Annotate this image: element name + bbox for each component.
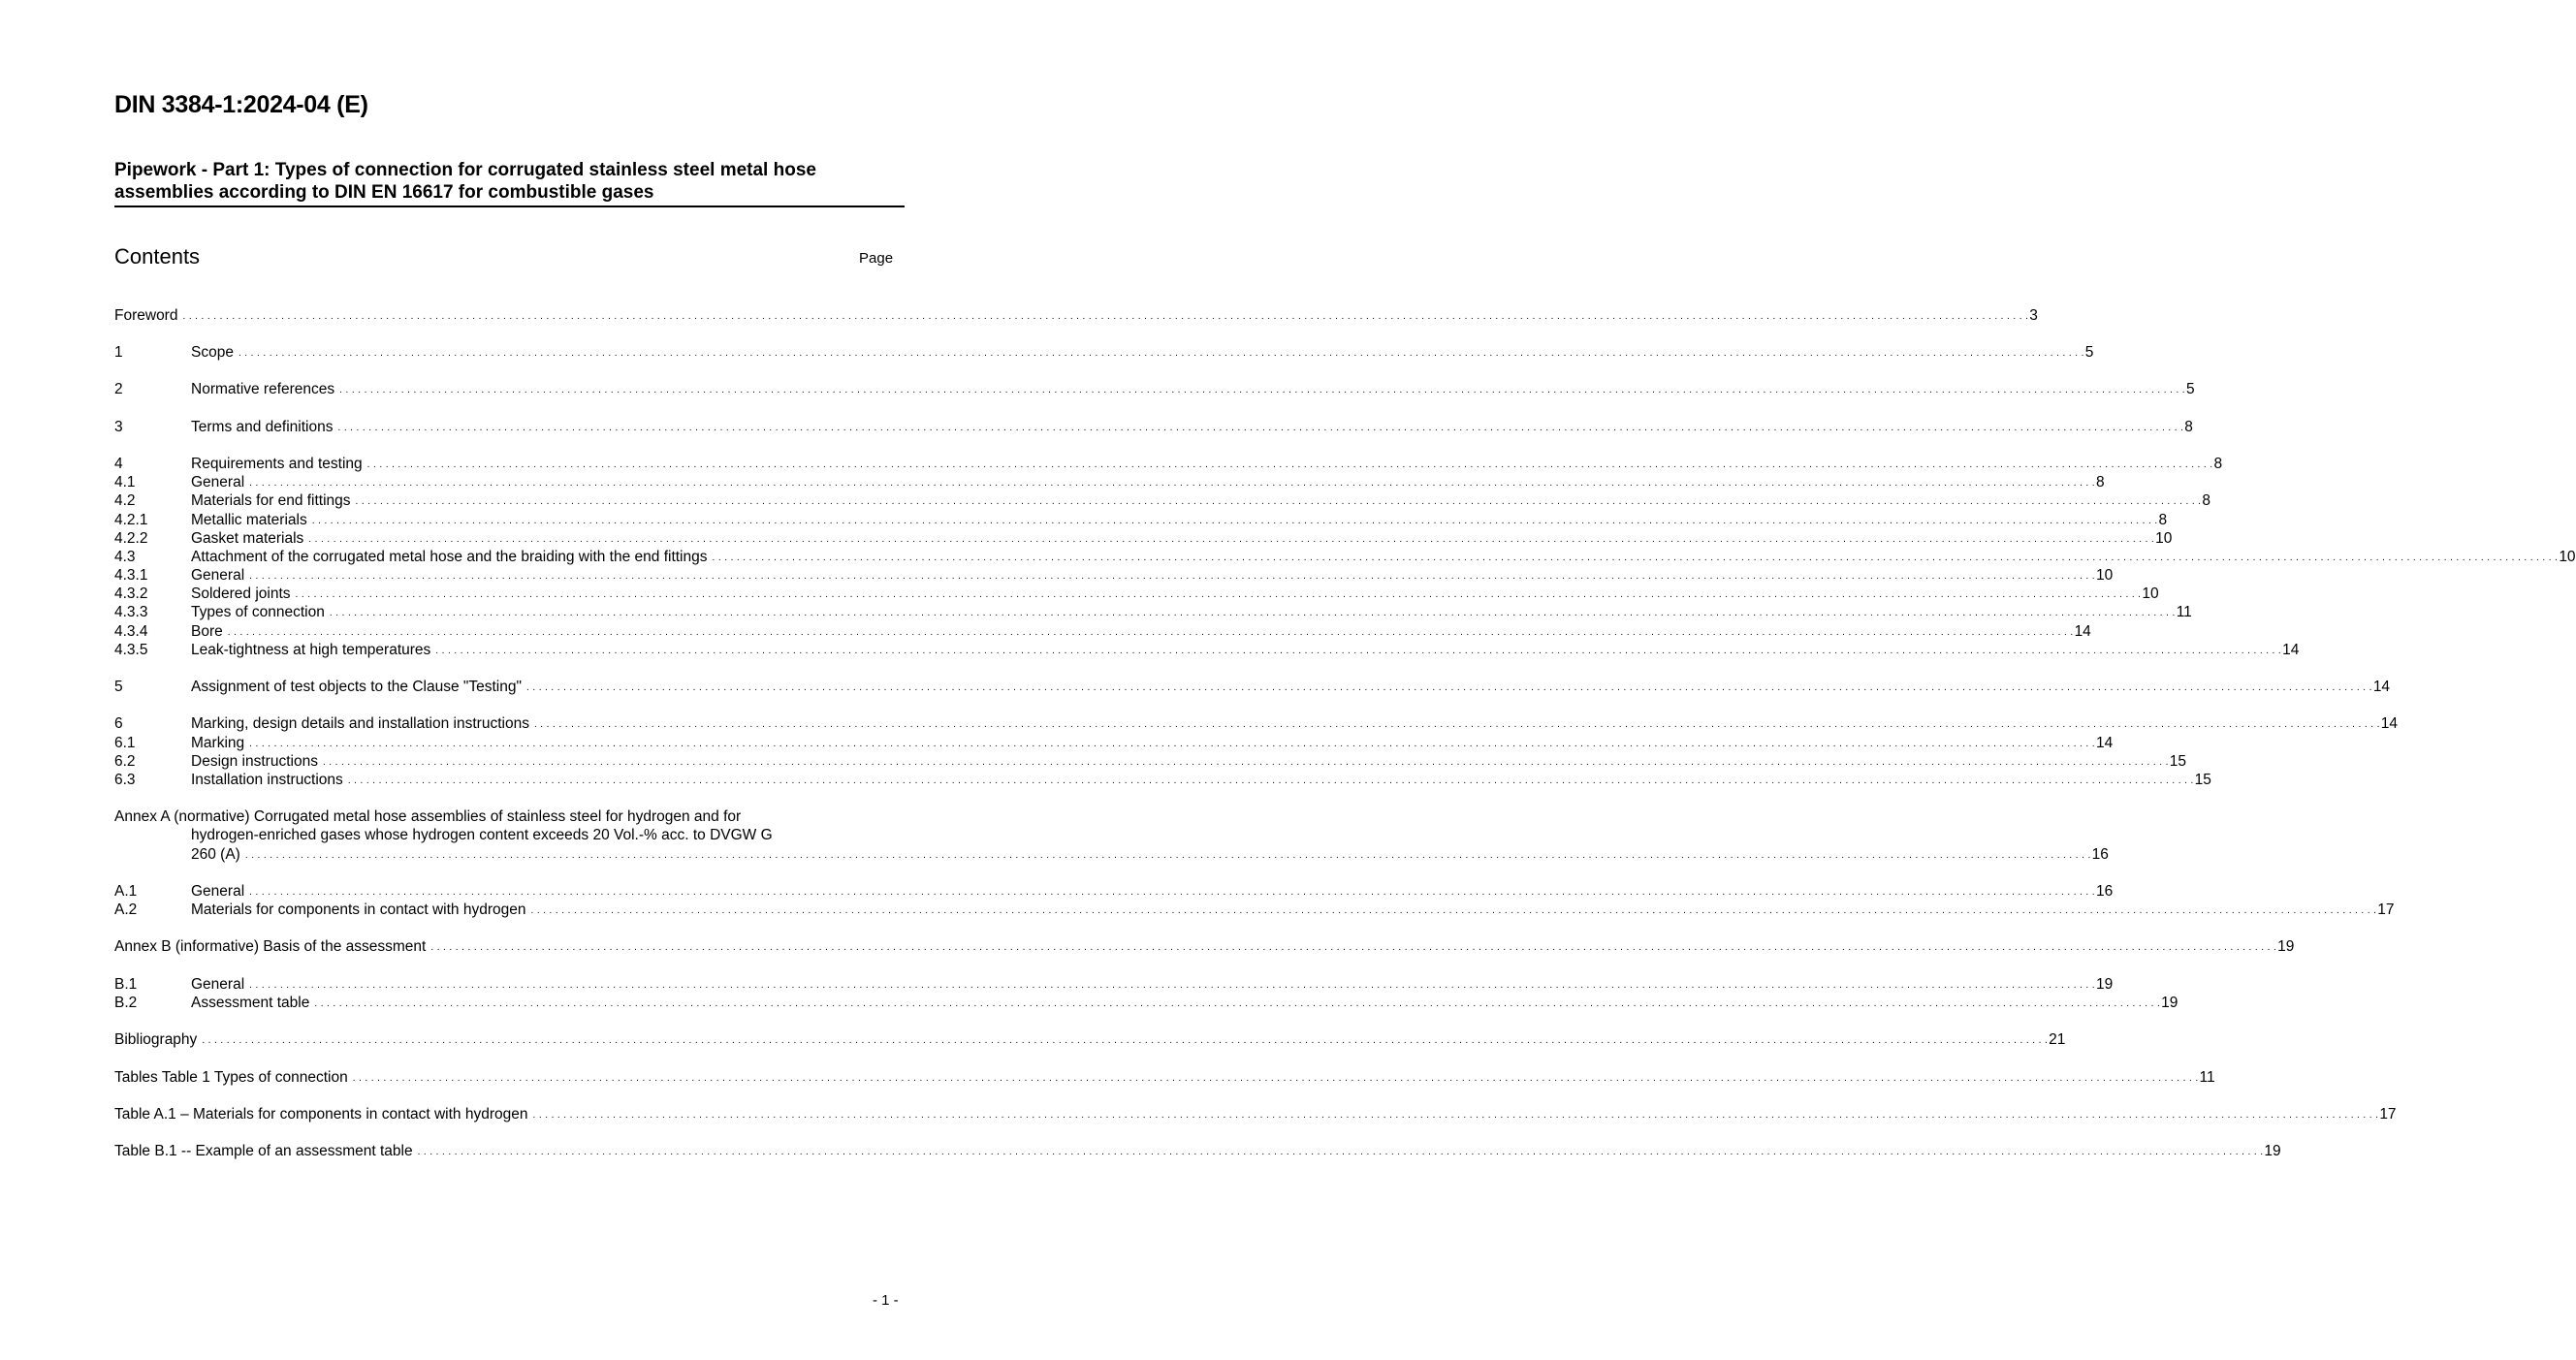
toc-row[interactable] [114, 603, 2192, 621]
toc-section-number: 4.3.4 [114, 623, 148, 640]
toc-page-number: 8 [2202, 492, 2210, 509]
toc-page-number: 14 [2095, 735, 2114, 751]
toc-section-number: 6.3 [114, 772, 136, 788]
toc-row[interactable] [114, 418, 2193, 436]
toc-entry-text: Scope [191, 344, 234, 361]
toc-entry-text: Attachment of the corrugated metal hose and the braiding with the end fittings [191, 549, 708, 565]
toc-row[interactable] [114, 455, 2223, 473]
toc-section-number: 4.2.2 [114, 530, 148, 547]
toc-annex-a-line-1[interactable]: Annex A (normative) Corrugated metal hose assemblies of stainless steel for hydrogen and for [114, 808, 742, 825]
toc-row[interactable] [114, 771, 2211, 789]
toc-row[interactable] [114, 306, 2038, 325]
toc-page-number: 21 [2049, 1031, 2066, 1048]
toc-leader-dots: . . . . . . . . . . . . . . . . . . . . . . . . . . . . . . . . . . . . . . . . . . . . . . . . . . . . . . . . . . . . . . . . . . . . . . . . . . . . . . . . . . . . . . . . . . . . . . . . . . . . . . . . . . . . . . . . . . . . . . . . . . . . . . . . . . . . . . . . . . . . . . . . . . . . . . . . . . . . . . . . . . . . . . . . . . . . . . . . . . . . . . . . . . . . . . . . . . . . . . . . . . . . . . . . . . . . . . . . . . . . . . . . . . . . . . . . . . . . . . . . . . . . . . . . . . . . . . . . . . . . . . . . . . . . . . . . . . . . . . . . . . . . . . . . . . . . . . . . . . . . [532, 1110, 2379, 1121]
toc-section-number: 5 [114, 679, 123, 695]
toc-entry-text: Materials for components in contact with hydrogen [191, 901, 526, 918]
toc-section-number: B.2 [114, 995, 138, 1011]
toc-entry-text: Marking [191, 735, 245, 751]
toc-page-number: 11 [2176, 604, 2192, 620]
toc-page-number: 10 [2559, 549, 2576, 565]
toc-section-number: 4.2 [114, 492, 136, 509]
toc-section-number: 4.3 [114, 549, 136, 565]
toc-entry-text: Materials for end fittings [191, 492, 351, 509]
toc-leader-dots: . . . . . . . . . . . . . . . . . . . . . . . . . . . . . . . . . . . . . . . . . . . . . . . . . . . . . . . . . . . . . . . . . . . . . . . . . . . . . . . . . . . . . . . . . . . . . . . . . . . . . . . . . . . . . . . . . . . . . . . . . . . . . . . . . . . . . . . . . . . . . . . . . . . . . . . . . . . . . . . . . . . . . . . . . . . . . . . . . . . . . . . . . . . . . . . . . . . . . . . . . . . . . . . . . . . . . . . . . . . . . . . . . . . . . . . . . . . . . . . . . . . . . . . . . . . . . . . . . . . . . . . . . . . . . . . . . . . . . . . . . . . . . . . . . . . . . . . . . . . . [308, 534, 2155, 545]
toc-row[interactable] [114, 845, 2109, 864]
toc-entry-text: Types of connection [191, 604, 325, 620]
toc-leader-dots: . . . . . . . . . . . . . . . . . . . . . . . . . . . . . . . . . . . . . . . . . . . . . . . . . . . . . . . . . . . . . . . . . . . . . . . . . . . . . . . . . . . . . . . . . . . . . . . . . . . . . . . . . . . . . . . . . . . . . . . . . . . . . . . . . . . . . . . . . . . . . . . . . . . . . . . . . . . . . . . . . . . . . . . . . . . . . . . . . . . . . . . . . . . . . . . . . . . . . . . . . . . . . . . . . . . . . . . . . . . . . . . . . . . . . . . . . . . . . . . . . . . . . . . . . . . . . . . . . . . . . . . . . . . . . . . . . . . . . . . . . . . . . . . . . . . . . . . . . . . . [526, 682, 2372, 693]
page-column-label: Page [859, 250, 894, 267]
toc-section-number: A.2 [114, 901, 138, 918]
toc-leader-dots: . . . . . . . . . . . . . . . . . . . . . . . . . . . . . . . . . . . . . . . . . . . . . . . . . . . . . . . . . . . . . . . . . . . . . . . . . . . . . . . . . . . . . . . . . . . . . . . . . . . . . . . . . . . . . . . . . . . . . . . . . . . . . . . . . . . . . . . . . . . . . . . . . . . . . . . . . . . . . . . . . . . . . . . . . . . . . . . . . . . . . . . . . . . . . . . . . . . . . . . . . . . . . . . . . . . . . . . . . . . . . . . . . . . . . . . . . . . . . . . . . . . . . . . . . . . . . . . . . . . . . . . . . . . . . . . . . . . . . . . . . . . . . . . . . . . . . . . . . . . . [533, 719, 2380, 730]
toc-entry-text: Leak-tightness at high temperatures [191, 642, 431, 658]
toc-row[interactable] [114, 511, 2168, 529]
toc-annex-a-line-2[interactable]: hydrogen-enriched gases whose hydrogen content exceeds 20 Vol.-% acc. to DVGW G [191, 827, 773, 843]
toc-row[interactable] [114, 937, 2295, 956]
toc-entry-text: Bore [191, 623, 223, 640]
toc-leader-dots: . . . . . . . . . . . . . . . . . . . . . . . . . . . . . . . . . . . . . . . . . . . . . . . . . . . . . . . . . . . . . . . . . . . . . . . . . . . . . . . . . . . . . . . . . . . . . . . . . . . . . . . . . . . . . . . . . . . . . . . . . . . . . . . . . . . . . . . . . . . . . . . . . . . . . . . . . . . . . . . . . . . . . . . . . . . . . . . . . . . . . . . . . . . . . . . . . . . . . . . . . . . . . . . . . . . . . . . . . . . . . . . . . . . . . . . . . . . . . . . . . . . . . . . . . . . . . . . . . . . . . . . . . . . . . . . . . . . . . . . . . . . . . . . . . . . . . . . . . . . . [337, 423, 2184, 433]
toc-row[interactable] [114, 1105, 2397, 1123]
toc-leader-dots: . . . . . . . . . . . . . . . . . . . . . . . . . . . . . . . . . . . . . . . . . . . . . . . . . . . . . . . . . . . . . . . . . . . . . . . . . . . . . . . . . . . . . . . . . . . . . . . . . . . . . . . . . . . . . . . . . . . . . . . . . . . . . . . . . . . . . . . . . . . . . . . . . . . . . . . . . . . . . . . . . . . . . . . . . . . . . . . . . . . . . . . . . . . . . . . . . . . . . . . . . . . . . . . . . . . . . . . . . . . . . . . . . . . . . . . . . . . . . . . . . . . . . . . . . . . . . . . . . . . . . . . . . . . . . . . . . . . . . . . . . . . . . . . . . . . . . . . . . . . . [202, 1035, 2049, 1046]
toc-page-number: 17 [2377, 901, 2395, 918]
toc-entry-text: Requirements and testing [191, 456, 363, 472]
toc-leader-dots: . . . . . . . . . . . . . . . . . . . . . . . . . . . . . . . . . . . . . . . . . . . . . . . . . . . . . . . . . . . . . . . . . . . . . . . . . . . . . . . . . . . . . . . . . . . . . . . . . . . . . . . . . . . . . . . . . . . . . . . . . . . . . . . . . . . . . . . . . . . . . . . . . . . . . . . . . . . . . . . . . . . . . . . . . . . . . . . . . . . . . . . . . . . . . . . . . . . . . . . . . . . . . . . . . . . . . . . . . . . . . . . . . . . . . . . . . . . . . . . . . . . . . . . . . . . . . . . . . . . . . . . . . . . . . . . . . . . . . . . . . . . . . . . . . . . . . . . . . . . . [182, 311, 2029, 322]
toc-leader-dots: . . . . . . . . . . . . . . . . . . . . . . . . . . . . . . . . . . . . . . . . . . . . . . . . . . . . . . . . . . . . . . . . . . . . . . . . . . . . . . . . . . . . . . . . . . . . . . . . . . . . . . . . . . . . . . . . . . . . . . . . . . . . . . . . . . . . . . . . . . . . . . . . . . . . . . . . . . . . . . . . . . . . . . . . . . . . . . . . . . . . . . . . . . . . . . . . . . . . . . . . . . . . . . . . . . . . . . . . . . . . . . . . . . . . . . . . . . . . . . . . . . . . . . . . . . . . . . . . . . . . . . . . . . . . . . . . . . . . . . . . . . . . . . . . . . . . . . . . . . . . [366, 459, 2213, 470]
toc-leader-dots: . . . . . . . . . . . . . . . . . . . . . . . . . . . . . . . . . . . . . . . . . . . . . . . . . . . . . . . . . . . . . . . . . . . . . . . . . . . . . . . . . . . . . . . . . . . . . . . . . . . . . . . . . . . . . . . . . . . . . . . . . . . . . . . . . . . . . . . . . . . . . . . . . . . . . . . . . . . . . . . . . . . . . . . . . . . . . . . . . . . . . . . . . . . . . . . . . . . . . . . . . . . . . . . . . . . . . . . . . . . . . . . . . . . . . . . . . . . . . . . . . . . . . . . . . . . . . . . . . . . . . . . . . . . . . . . . . . . . . . . . . . . . . . . . . . . . . . . . . . . . [244, 850, 2091, 861]
toc-page-number: 5 [2084, 344, 2094, 361]
toc-row[interactable] [114, 585, 2159, 603]
toc-entry-text: Terms and definitions [191, 419, 334, 435]
toc-page-number: 10 [2155, 530, 2173, 547]
toc-page-number: 19 [2095, 976, 2114, 993]
toc-section-number: 4.3.5 [114, 642, 148, 658]
toc-section-number: 4.3.1 [114, 567, 148, 584]
toc-row[interactable] [114, 622, 2091, 641]
toc-entry-text: 260 (A) [191, 846, 240, 863]
toc-leader-dots: . . . . . . . . . . . . . . . . . . . . . . . . . . . . . . . . . . . . . . . . . . . . . . . . . . . . . . . . . . . . . . . . . . . . . . . . . . . . . . . . . . . . . . . . . . . . . . . . . . . . . . . . . . . . . . . . . . . . . . . . . . . . . . . . . . . . . . . . . . . . . . . . . . . . . . . . . . . . . . . . . . . . . . . . . . . . . . . . . . . . . . . . . . . . . . . . . . . . . . . . . . . . . . . . . . . . . . . . . . . . . . . . . . . . . . . . . . . . . . . . . . . . . . . . . . . . . . . . . . . . . . . . . . . . . . . . . . . . . . . . . . . . . . . . . . . . . . . . . . . . [249, 887, 2095, 898]
toc-leader-dots: . . . . . . . . . . . . . . . . . . . . . . . . . . . . . . . . . . . . . . . . . . . . . . . . . . . . . . . . . . . . . . . . . . . . . . . . . . . . . . . . . . . . . . . . . . . . . . . . . . . . . . . . . . . . . . . . . . . . . . . . . . . . . . . . . . . . . . . . . . . . . . . . . . . . . . . . . . . . . . . . . . . . . . . . . . . . . . . . . . . . . . . . . . . . . . . . . . . . . . . . . . . . . . . . . . . . . . . . . . . . . . . . . . . . . . . . . . . . . . . . . . . . . . . . . . . . . . . . . . . . . . . . . . . . . . . . . . . . . . . . . . . . . . . . . . . . . . . . . . . . [417, 1147, 2264, 1157]
toc-leader-dots: . . . . . . . . . . . . . . . . . . . . . . . . . . . . . . . . . . . . . . . . . . . . . . . . . . . . . . . . . . . . . . . . . . . . . . . . . . . . . . . . . . . . . . . . . . . . . . . . . . . . . . . . . . . . . . . . . . . . . . . . . . . . . . . . . . . . . . . . . . . . . . . . . . . . . . . . . . . . . . . . . . . . . . . . . . . . . . . . . . . . . . . . . . . . . . . . . . . . . . . . . . . . . . . . . . . . . . . . . . . . . . . . . . . . . . . . . . . . . . . . . . . . . . . . . . . . . . . . . . . . . . . . . . . . . . . . . . . . . . . . . . . . . . . . . . . . . . . . . . . . [249, 739, 2095, 749]
toc-section-number: 6 [114, 715, 123, 732]
toc-page-number: 19 [2264, 1143, 2281, 1159]
toc-section-number: 2 [114, 381, 123, 397]
toc-section-number: 6.1 [114, 735, 136, 751]
toc-row[interactable] [114, 734, 2114, 752]
toc-entry-text: Soldered joints [191, 585, 291, 602]
toc-leader-dots: . . . . . . . . . . . . . . . . . . . . . . . . . . . . . . . . . . . . . . . . . . . . . . . . . . . . . . . . . . . . . . . . . . . . . . . . . . . . . . . . . . . . . . . . . . . . . . . . . . . . . . . . . . . . . . . . . . . . . . . . . . . . . . . . . . . . . . . . . . . . . . . . . . . . . . . . . . . . . . . . . . . . . . . . . . . . . . . . . . . . . . . . . . . . . . . . . . . . . . . . . . . . . . . . . . . . . . . . . . . . . . . . . . . . . . . . . . . . . . . . . . . . . . . . . . . . . . . . . . . . . . . . . . . . . . . . . . . . . . . . . . . . . . . . . . . . . . . . . . . . [352, 1073, 2199, 1084]
toc-leader-dots: . . . . . . . . . . . . . . . . . . . . . . . . . . . . . . . . . . . . . . . . . . . . . . . . . . . . . . . . . . . . . . . . . . . . . . . . . . . . . . . . . . . . . . . . . . . . . . . . . . . . . . . . . . . . . . . . . . . . . . . . . . . . . . . . . . . . . . . . . . . . . . . . . . . . . . . . . . . . . . . . . . . . . . . . . . . . . . . . . . . . . . . . . . . . . . . . . . . . . . . . . . . . . . . . . . . . . . . . . . . . . . . . . . . . . . . . . . . . . . . . . . . . . . . . . . . . . . . . . . . . . . . . . . . . . . . . . . . . . . . . . . . . . . . . . . . . . . . . . . . . [314, 998, 2161, 1009]
toc-row[interactable] [114, 529, 2173, 548]
toc-entry-text: Table A.1 – Materials for components in contact with hydrogen [114, 1106, 528, 1123]
toc-page-number: 15 [2169, 753, 2187, 770]
toc-row[interactable] [114, 882, 2114, 901]
toc-row[interactable] [114, 1142, 2281, 1160]
toc-leader-dots: . . . . . . . . . . . . . . . . . . . . . . . . . . . . . . . . . . . . . . . . . . . . . . . . . . . . . . . . . . . . . . . . . . . . . . . . . . . . . . . . . . . . . . . . . . . . . . . . . . . . . . . . . . . . . . . . . . . . . . . . . . . . . . . . . . . . . . . . . . . . . . . . . . . . . . . . . . . . . . . . . . . . . . . . . . . . . . . . . . . . . . . . . . . . . . . . . . . . . . . . . . . . . . . . . . . . . . . . . . . . . . . . . . . . . . . . . . . . . . . . . . . . . . . . . . . . . . . . . . . . . . . . . . . . . . . . . . . . . . . . . . . . . . . . . . . . . . . . . . . . [322, 757, 2169, 768]
toc-leader-dots: . . . . . . . . . . . . . . . . . . . . . . . . . . . . . . . . . . . . . . . . . . . . . . . . . . . . . . . . . . . . . . . . . . . . . . . . . . . . . . . . . . . . . . . . . . . . . . . . . . . . . . . . . . . . . . . . . . . . . . . . . . . . . . . . . . . . . . . . . . . . . . . . . . . . . . . . . . . . . . . . . . . . . . . . . . . . . . . . . . . . . . . . . . . . . . . . . . . . . . . . . . . . . . . . . . . . . . . . . . . . . . . . . . . . . . . . . . . . . . . . . . . . . . . . . . . . . . . . . . . . . . . . . . . . . . . . . . . . . . . . . . . . . . . . . . . . . . . . . . . . [227, 627, 2074, 638]
toc-row[interactable] [114, 380, 2195, 398]
toc-section-number: 6.2 [114, 753, 136, 770]
toc-leader-dots: . . . . . . . . . . . . . . . . . . . . . . . . . . . . . . . . . . . . . . . . . . . . . . . . . . . . . . . . . . . . . . . . . . . . . . . . . . . . . . . . . . . . . . . . . . . . . . . . . . . . . . . . . . . . . . . . . . . . . . . . . . . . . . . . . . . . . . . . . . . . . . . . . . . . . . . . . . . . . . . . . . . . . . . . . . . . . . . . . . . . . . . . . . . . . . . . . . . . . . . . . . . . . . . . . . . . . . . . . . . . . . . . . . . . . . . . . . . . . . . . . . . . . . . . . . . . . . . . . . . . . . . . . . . . . . . . . . . . . . . . . . . . . . . . . . . . . . . . . . . . [339, 385, 2185, 395]
toc-entry-text: General [191, 474, 245, 490]
toc-page-number: 17 [2379, 1106, 2397, 1123]
toc-entry-text: General [191, 883, 245, 900]
toc-leader-dots: . . . . . . . . . . . . . . . . . . . . . . . . . . . . . . . . . . . . . . . . . . . . . . . . . . . . . . . . . . . . . . . . . . . . . . . . . . . . . . . . . . . . . . . . . . . . . . . . . . . . . . . . . . . . . . . . . . . . . . . . . . . . . . . . . . . . . . . . . . . . . . . . . . . . . . . . . . . . . . . . . . . . . . . . . . . . . . . . . . . . . . . . . . . . . . . . . . . . . . . . . . . . . . . . . . . . . . . . . . . . . . . . . . . . . . . . . . . . . . . . . . . . . . . . . . . . . . . . . . . . . . . . . . . . . . . . . . . . . . . . . . . . . . . . . . . . . . . . . . . . [249, 478, 2095, 489]
contents-heading: Contents [114, 244, 201, 269]
toc-entry-text: General [191, 567, 245, 584]
toc-entry-text: Assessment table [191, 995, 310, 1011]
toc-entry-text: Design instructions [191, 753, 318, 770]
toc-leader-dots: . . . . . . . . . . . . . . . . . . . . . . . . . . . . . . . . . . . . . . . . . . . . . . . . . . . . . . . . . . . . . . . . . . . . . . . . . . . . . . . . . . . . . . . . . . . . . . . . . . . . . . . . . . . . . . . . . . . . . . . . . . . . . . . . . . . . . . . . . . . . . . . . . . . . . . . . . . . . . . . . . . . . . . . . . . . . . . . . . . . . . . . . . . . . . . . . . . . . . . . . . . . . . . . . . . . . . . . . . . . . . . . . . . . . . . . . . . . . . . . . . . . . . . . . . . . . . . . . . . . . . . . . . . . . . . . . . . . . . . . . . . . . . . . . . . . . . . . . . . . . [435, 646, 2282, 656]
footer-page-number: - 1 - [873, 1292, 899, 1309]
toc-page-number: 19 [2161, 995, 2178, 1011]
toc-entry-text: Foreword [114, 307, 178, 324]
toc-row[interactable] [114, 1030, 2066, 1049]
toc-row[interactable] [114, 901, 2395, 919]
toc-section-number: 4.3.2 [114, 585, 148, 602]
toc-page-number: 16 [2095, 883, 2114, 900]
toc-row[interactable] [114, 566, 2114, 585]
toc-row[interactable] [114, 343, 2094, 362]
toc-leader-dots: . . . . . . . . . . . . . . . . . . . . . . . . . . . . . . . . . . . . . . . . . . . . . . . . . . . . . . . . . . . . . . . . . . . . . . . . . . . . . . . . . . . . . . . . . . . . . . . . . . . . . . . . . . . . . . . . . . . . . . . . . . . . . . . . . . . . . . . . . . . . . . . . . . . . . . . . . . . . . . . . . . . . . . . . . . . . . . . . . . . . . . . . . . . . . . . . . . . . . . . . . . . . . . . . . . . . . . . . . . . . . . . . . . . . . . . . . . . . . . . . . . . . . . . . . . . . . . . . . . . . . . . . . . . . . . . . . . . . . . . . . . . . . . . . . . . . . . . . . . . . [249, 571, 2095, 582]
toc-row[interactable] [114, 1068, 2215, 1087]
toc-page-number: 8 [2213, 456, 2223, 472]
toc-page-number: 14 [2380, 715, 2399, 732]
toc-section-number: 1 [114, 344, 123, 361]
toc-row[interactable] [114, 473, 2105, 491]
toc-leader-dots: . . . . . . . . . . . . . . . . . . . . . . . . . . . . . . . . . . . . . . . . . . . . . . . . . . . . . . . . . . . . . . . . . . . . . . . . . . . . . . . . . . . . . . . . . . . . . . . . . . . . . . . . . . . . . . . . . . . . . . . . . . . . . . . . . . . . . . . . . . . . . . . . . . . . . . . . . . . . . . . . . . . . . . . . . . . . . . . . . . . . . . . . . . . . . . . . . . . . . . . . . . . . . . . . . . . . . . . . . . . . . . . . . . . . . . . . . . . . . . . . . . . . . . . . . . . . . . . . . . . . . . . . . . . . . . . . . . . . . . . . . . . . . . . . . . . . . . . . . . . . [712, 553, 2559, 563]
toc-page-number: 10 [2142, 585, 2159, 602]
toc-page-number: 8 [2095, 474, 2105, 490]
toc-page-number: 19 [2277, 938, 2295, 955]
toc-entry-text: Marking, design details and installation instructions [191, 715, 529, 732]
toc-entry-text: Metallic materials [191, 512, 307, 528]
toc-page-number: 14 [2372, 679, 2391, 695]
toc-page-number: 5 [2185, 381, 2195, 397]
toc-section-number: 4.2.1 [114, 512, 148, 528]
toc-section-number: 4.3.3 [114, 604, 148, 620]
toc-entry-text: Assignment of test objects to the Clause "Testing" [191, 679, 522, 695]
toc-leader-dots: . . . . . . . . . . . . . . . . . . . . . . . . . . . . . . . . . . . . . . . . . . . . . . . . . . . . . . . . . . . . . . . . . . . . . . . . . . . . . . . . . . . . . . . . . . . . . . . . . . . . . . . . . . . . . . . . . . . . . . . . . . . . . . . . . . . . . . . . . . . . . . . . . . . . . . . . . . . . . . . . . . . . . . . . . . . . . . . . . . . . . . . . . . . . . . . . . . . . . . . . . . . . . . . . . . . . . . . . . . . . . . . . . . . . . . . . . . . . . . . . . . . . . . . . . . . . . . . . . . . . . . . . . . . . . . . . . . . . . . . . . . . . . . . . . . . . . . . . . . . . [295, 589, 2142, 600]
toc-section-number: A.1 [114, 883, 138, 900]
toc-entry-text: Bibliography [114, 1031, 198, 1048]
toc-page-number: 16 [2091, 846, 2109, 863]
toc-page-number: 8 [2158, 512, 2168, 528]
toc-leader-dots: . . . . . . . . . . . . . . . . . . . . . . . . . . . . . . . . . . . . . . . . . . . . . . . . . . . . . . . . . . . . . . . . . . . . . . . . . . . . . . . . . . . . . . . . . . . . . . . . . . . . . . . . . . . . . . . . . . . . . . . . . . . . . . . . . . . . . . . . . . . . . . . . . . . . . . . . . . . . . . . . . . . . . . . . . . . . . . . . . . . . . . . . . . . . . . . . . . . . . . . . . . . . . . . . . . . . . . . . . . . . . . . . . . . . . . . . . . . . . . . . . . . . . . . . . . . . . . . . . . . . . . . . . . . . . . . . . . . . . . . . . . . . . . . . . . . . . . . . . . . . [530, 905, 2377, 916]
toc-entry-text: Tables Table 1 Types of connection [114, 1069, 348, 1086]
toc-entry-text: General [191, 976, 245, 993]
toc-entry-text: Table B.1 -- Example of an assessment table [114, 1143, 413, 1159]
toc-leader-dots: . . . . . . . . . . . . . . . . . . . . . . . . . . . . . . . . . . . . . . . . . . . . . . . . . . . . . . . . . . . . . . . . . . . . . . . . . . . . . . . . . . . . . . . . . . . . . . . . . . . . . . . . . . . . . . . . . . . . . . . . . . . . . . . . . . . . . . . . . . . . . . . . . . . . . . . . . . . . . . . . . . . . . . . . . . . . . . . . . . . . . . . . . . . . . . . . . . . . . . . . . . . . . . . . . . . . . . . . . . . . . . . . . . . . . . . . . . . . . . . . . . . . . . . . . . . . . . . . . . . . . . . . . . . . . . . . . . . . . . . . . . . . . . . . . . . . . . . . . . . . [430, 942, 2277, 953]
toc-row[interactable] [114, 548, 2576, 566]
toc-leader-dots: . . . . . . . . . . . . . . . . . . . . . . . . . . . . . . . . . . . . . . . . . . . . . . . . . . . . . . . . . . . . . . . . . . . . . . . . . . . . . . . . . . . . . . . . . . . . . . . . . . . . . . . . . . . . . . . . . . . . . . . . . . . . . . . . . . . . . . . . . . . . . . . . . . . . . . . . . . . . . . . . . . . . . . . . . . . . . . . . . . . . . . . . . . . . . . . . . . . . . . . . . . . . . . . . . . . . . . . . . . . . . . . . . . . . . . . . . . . . . . . . . . . . . . . . . . . . . . . . . . . . . . . . . . . . . . . . . . . . . . . . . . . . . . . . . . . . . . . . . . . . [311, 516, 2158, 526]
toc-page-number: 8 [2184, 419, 2193, 435]
toc-row[interactable] [114, 641, 2300, 659]
document-title [114, 159, 905, 207]
toc-entry-text: Gasket materials [191, 530, 304, 547]
toc-entry-text: Normative references [191, 381, 335, 397]
toc-entry-text: Installation instructions [191, 772, 343, 788]
toc-section-number: 4.1 [114, 474, 136, 490]
toc-page-number: 14 [2282, 642, 2300, 658]
toc-leader-dots: . . . . . . . . . . . . . . . . . . . . . . . . . . . . . . . . . . . . . . . . . . . . . . . . . . . . . . . . . . . . . . . . . . . . . . . . . . . . . . . . . . . . . . . . . . . . . . . . . . . . . . . . . . . . . . . . . . . . . . . . . . . . . . . . . . . . . . . . . . . . . . . . . . . . . . . . . . . . . . . . . . . . . . . . . . . . . . . . . . . . . . . . . . . . . . . . . . . . . . . . . . . . . . . . . . . . . . . . . . . . . . . . . . . . . . . . . . . . . . . . . . . . . . . . . . . . . . . . . . . . . . . . . . . . . . . . . . . . . . . . . . . . . . . . . . . . . . . . . . . . [355, 496, 2202, 507]
toc-section-number: 4 [114, 456, 123, 472]
toc-leader-dots: . . . . . . . . . . . . . . . . . . . . . . . . . . . . . . . . . . . . . . . . . . . . . . . . . . . . . . . . . . . . . . . . . . . . . . . . . . . . . . . . . . . . . . . . . . . . . . . . . . . . . . . . . . . . . . . . . . . . . . . . . . . . . . . . . . . . . . . . . . . . . . . . . . . . . . . . . . . . . . . . . . . . . . . . . . . . . . . . . . . . . . . . . . . . . . . . . . . . . . . . . . . . . . . . . . . . . . . . . . . . . . . . . . . . . . . . . . . . . . . . . . . . . . . . . . . . . . . . . . . . . . . . . . . . . . . . . . . . . . . . . . . . . . . . . . . . . . . . . . . . [249, 980, 2095, 991]
toc-row[interactable] [114, 714, 2399, 733]
toc-page-number: 3 [2029, 307, 2038, 324]
toc-section-number: 3 [114, 419, 123, 435]
title-line-1: Pipework - Part 1: Types of connection for corrugated stainless steel metal hose [114, 160, 816, 180]
toc-row[interactable] [114, 678, 2391, 696]
toc-leader-dots: . . . . . . . . . . . . . . . . . . . . . . . . . . . . . . . . . . . . . . . . . . . . . . . . . . . . . . . . . . . . . . . . . . . . . . . . . . . . . . . . . . . . . . . . . . . . . . . . . . . . . . . . . . . . . . . . . . . . . . . . . . . . . . . . . . . . . . . . . . . . . . . . . . . . . . . . . . . . . . . . . . . . . . . . . . . . . . . . . . . . . . . . . . . . . . . . . . . . . . . . . . . . . . . . . . . . . . . . . . . . . . . . . . . . . . . . . . . . . . . . . . . . . . . . . . . . . . . . . . . . . . . . . . . . . . . . . . . . . . . . . . . . . . . . . . . . . . . . . . . . [329, 608, 2176, 618]
toc-leader-dots: . . . . . . . . . . . . . . . . . . . . . . . . . . . . . . . . . . . . . . . . . . . . . . . . . . . . . . . . . . . . . . . . . . . . . . . . . . . . . . . . . . . . . . . . . . . . . . . . . . . . . . . . . . . . . . . . . . . . . . . . . . . . . . . . . . . . . . . . . . . . . . . . . . . . . . . . . . . . . . . . . . . . . . . . . . . . . . . . . . . . . . . . . . . . . . . . . . . . . . . . . . . . . . . . . . . . . . . . . . . . . . . . . . . . . . . . . . . . . . . . . . . . . . . . . . . . . . . . . . . . . . . . . . . . . . . . . . . . . . . . . . . . . . . . . . . . . . . . . . . . [238, 348, 2084, 359]
toc-entry-text: Annex B (informative) Basis of the assessment [114, 938, 427, 955]
toc-page-number: 10 [2095, 567, 2114, 584]
toc-row[interactable] [114, 752, 2187, 771]
toc-section-number: B.1 [114, 976, 138, 993]
toc-page-number: 15 [2194, 772, 2211, 788]
toc-row[interactable] [114, 975, 2114, 994]
toc-leader-dots: . . . . . . . . . . . . . . . . . . . . . . . . . . . . . . . . . . . . . . . . . . . . . . . . . . . . . . . . . . . . . . . . . . . . . . . . . . . . . . . . . . . . . . . . . . . . . . . . . . . . . . . . . . . . . . . . . . . . . . . . . . . . . . . . . . . . . . . . . . . . . . . . . . . . . . . . . . . . . . . . . . . . . . . . . . . . . . . . . . . . . . . . . . . . . . . . . . . . . . . . . . . . . . . . . . . . . . . . . . . . . . . . . . . . . . . . . . . . . . . . . . . . . . . . . . . . . . . . . . . . . . . . . . . . . . . . . . . . . . . . . . . . . . . . . . . . . . . . . . . . [347, 775, 2194, 786]
toc-page-number: 11 [2199, 1069, 2215, 1086]
toc-page-number: 14 [2074, 623, 2091, 640]
title-line-2: assemblies according to DIN EN 16617 for combustible gases [114, 182, 654, 203]
toc-row[interactable] [114, 491, 2210, 510]
document-id: DIN 3384-1:2024-04 (E) [114, 91, 368, 118]
toc-row[interactable] [114, 994, 2178, 1012]
